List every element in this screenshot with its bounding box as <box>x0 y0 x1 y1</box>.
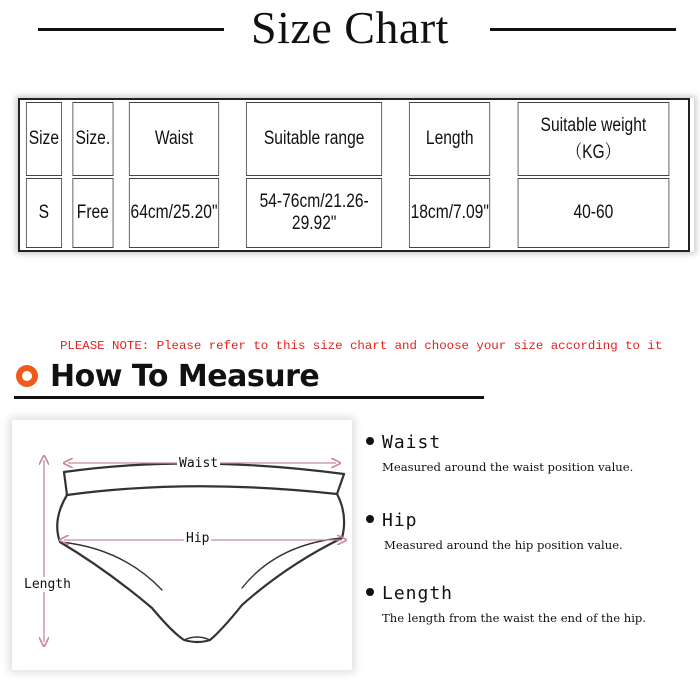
header-length: Length <box>409 102 491 176</box>
bullet-icon <box>366 588 374 596</box>
description-heading: Length <box>382 583 454 604</box>
description-text: The length from the waist the end of the hip. <box>382 611 647 625</box>
header-suitable-range: Suitable range <box>246 102 382 176</box>
description-length <box>366 583 646 625</box>
cell-waist: 64cm/25.20" <box>129 178 219 248</box>
cell-size-alt: Free <box>72 178 113 248</box>
cell-size: S <box>26 178 62 248</box>
header-size: Size <box>26 102 62 176</box>
diagram-waist-label: Waist <box>179 456 219 471</box>
size-note: PLEASE NOTE: Please refer to this size chart and choose your size according to it <box>60 339 663 353</box>
table-header-row <box>22 102 686 176</box>
description-hip <box>366 510 623 552</box>
table-row <box>22 178 686 248</box>
bullet-icon <box>366 437 374 445</box>
diagram-hip-label: Hip <box>186 531 210 546</box>
description-text: Measured around the hip position value. <box>384 538 623 552</box>
cell-suitable-weight: 40-60 <box>518 178 670 248</box>
measure-heading <box>14 358 484 400</box>
header-waist: Waist <box>129 102 219 176</box>
measurement-diagram <box>12 420 352 670</box>
cell-suitable-range: 54-76cm/21.26-29.92" <box>246 178 382 248</box>
title-rule-right <box>490 28 676 31</box>
bullet-circle-icon <box>16 365 38 387</box>
size-table <box>18 98 690 252</box>
page-title: Size Chart <box>251 2 449 53</box>
description-heading: Hip <box>382 510 418 531</box>
measure-heading-underline <box>14 396 484 399</box>
description-heading: Waist <box>382 432 442 453</box>
header-suitable-weight: Suitable weight（KG） <box>518 102 670 176</box>
measure-heading-text: How To Measure <box>50 359 320 394</box>
diagram-length-label: Length <box>24 577 71 592</box>
bullet-icon <box>366 515 374 523</box>
title-row <box>0 0 700 58</box>
briefs-icon <box>57 463 344 642</box>
cell-length: 18cm/7.09" <box>409 178 491 248</box>
description-text: Measured around the waist position value. <box>382 460 634 474</box>
description-waist <box>366 432 633 474</box>
header-size-alt: Size. <box>72 102 113 176</box>
